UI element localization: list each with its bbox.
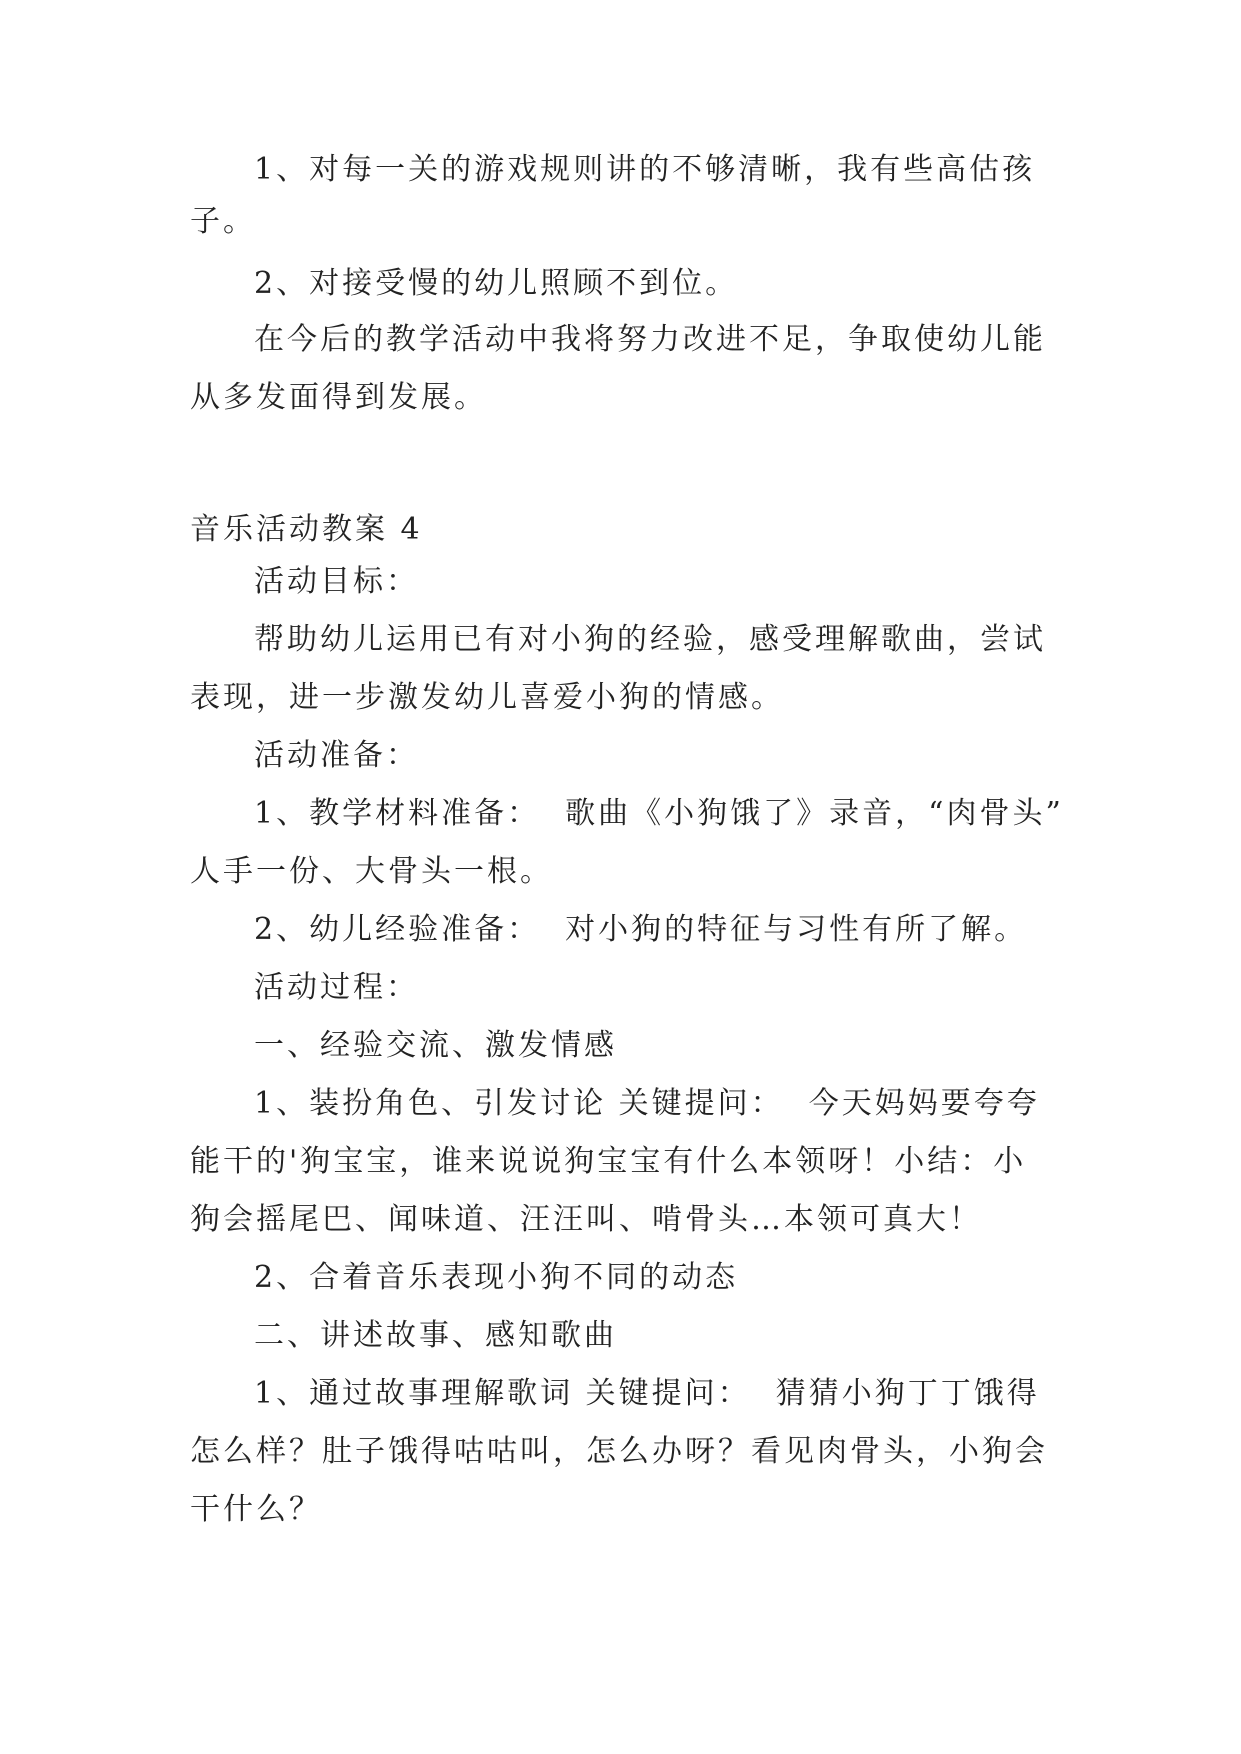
paragraph-line: 能干的'狗宝宝，谁来说说狗宝宝有什么本领呀！小结：小 [190,1144,1027,1179]
paragraph-line: 活动过程： [254,970,419,1005]
paragraph-line: 一、经验交流、激发情感 [254,1028,617,1063]
paragraph-line: 1、对每一关的游戏规则讲的不够清晰，我有些高估孩 [254,152,1036,187]
paragraph-line: 1、教学材料准备： 歌曲《小狗饿了》录音，“肉骨头” [254,796,1064,831]
paragraph-line: 人手一份、大骨头一根。 [190,854,553,889]
paragraph-line: 在今后的教学活动中我将努力改进不足，争取使幼儿能 [254,322,1046,357]
paragraph-line: 活动准备： [254,738,419,773]
paragraph-line: 活动目标： [254,564,419,599]
paragraph-line: 干什么？ [190,1492,322,1527]
paragraph-line: 二、讲述故事、感知歌曲 [254,1318,617,1353]
paragraph-line: 子。 [190,204,256,239]
paragraph-line: 狗会摇尾巴、闻味道、汪汪叫、啃骨头…本领可真大！ [190,1202,982,1237]
paragraph-line: 2、合着音乐表现小狗不同的动态 [254,1260,739,1295]
paragraph-line: 从多发面得到发展。 [190,380,487,415]
paragraph-line: 2、幼儿经验准备： 对小狗的特征与习性有所了解。 [254,912,1028,947]
paragraph-line: 帮助幼儿运用已有对小狗的经验，感受理解歌曲，尝试 [254,622,1046,657]
paragraph-line: 1、装扮角色、引发讨论 关键提问： 今天妈妈要夸夸 [254,1086,1040,1121]
paragraph-line: 怎么样？肚子饿得咕咕叫，怎么办呀？看见肉骨头，小狗会 [190,1434,1048,1469]
section-title: 音乐活动教案 4 [190,512,423,547]
paragraph-line: 1、通过故事理解歌词 关键提问： 猜猜小狗丁丁饿得 [254,1376,1040,1411]
paragraph-line: 表现，进一步激发幼儿喜爱小狗的情感。 [190,680,784,715]
paragraph-line: 2、对接受慢的幼儿照顾不到位。 [254,266,739,301]
